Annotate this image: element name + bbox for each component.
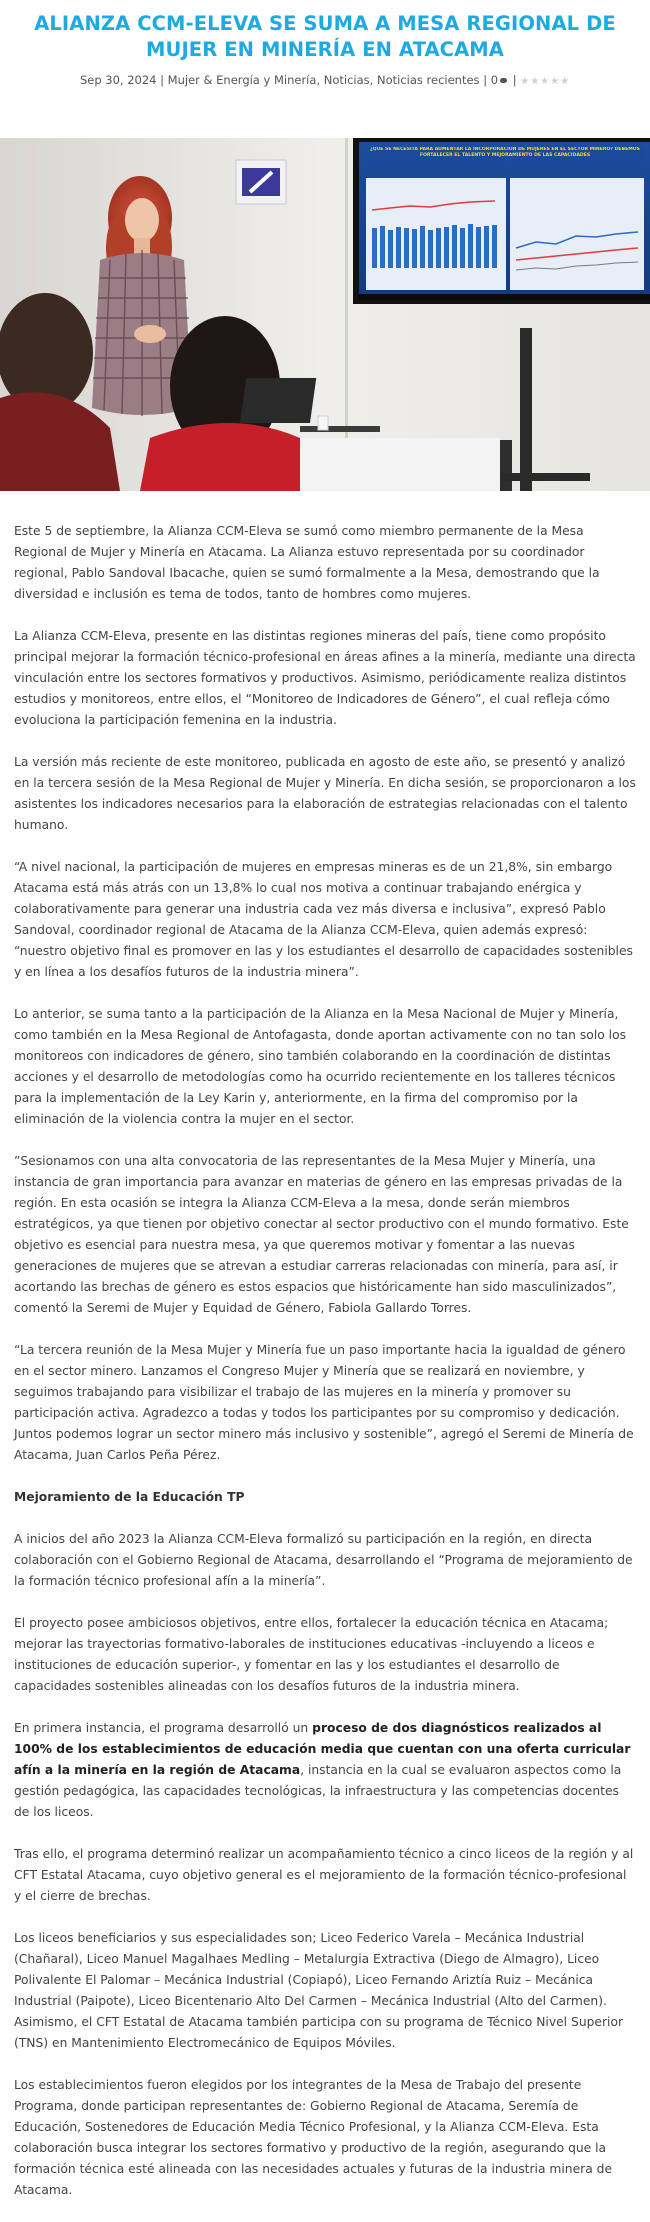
paragraph: La versión más reciente de este monitoreo, publicada en agosto de este año, se presentó y analizó en la tercera sesión de la Mesa Regional de Mujer y Minería. En dicha sesión, se proporcionaron a los asistentes los indicadores necesarios para la elaboración de estrategias relacionadas con el talento humano.	[14, 755, 636, 832]
presentation-screen	[353, 138, 650, 304]
paragraph: Los establecimientos fueron elegidos por los integrantes de la Mesa de Trabajo del presente Programa, donde participan representantes de: Gobierno Regional de Atacama, Seremía de Educación, Sostenedores de Educación Media Técnico Profesional, y la Alianza CCM-Eleva. Esta colaboración busca integrar los sectores formativo y productivo de la región, asegurando que la formación técnica esté alineada con las necesidades actuales y futuras de la industria minera de Atacama.	[14, 2078, 613, 2197]
paragraph: Los liceos beneficiarios y sus especialidades son; Liceo Federico Varela – Mecánica Industrial (Chañaral), Liceo Manuel Magalhaes Medling – Metalurgia Extractiva (Diego de Almagro), Liceo Polivalente El Palomar – Mecánica Industrial (Copiapó), Liceo Fernando Ariztía Ruiz – Mecánica Industrial (Paipote), Liceo Bicentenario Alto Del Carmen – Mecánica Industrial (Alto del Carmen). Asimismo, el CFT Estatal de Atacama también participa con su programa de Técnico Nivel Superior (TNS) en Mantenimiento Electromecánico de Equipos Móviles.	[14, 1931, 624, 2050]
paragraph: Tras ello, el programa determinó realizar un acompañamiento técnico a cinco liceos de la región y al CFT Estatal Atacama, cuyo objetivo general es el mejoramiento de la formación técnico-profesional y el cierre de brechas.	[14, 1847, 634, 1903]
paragraph: “La tercera reunión de la Mesa Mujer y Minería fue un paso importante hacia la igualdad de género en el sector minero. Lanzamos el Congreso Mujer y Minería que se realizará en noviembre, y seguimos trabajando para visibilizar el trabajo de las mujeres en la minería y promover su participación activa. Agradezco a todas y todos los participantes por su compromiso y dedicación. Juntos podemos lograr un sector minero más inclusivo y sostenible”, agregó el Seremi de Minería de Atacama, Juan Carlos Peña Pérez.	[14, 1343, 634, 1462]
meta-separator: |	[512, 73, 517, 87]
paragraph: La Alianza CCM-Eleva, presente en las distintas regiones mineras del país, tiene como propósito principal mejorar la formación técnico-profesional en áreas afines a la minería, mediante una directa vinculación entre los sectores formativos y productivos. Asimismo, periódicamente realiza distintos estudios y monitoreos, entre ellos, el “Monitoreo de Indicadores de Género”, el cual refleja cómo evoluciona la participación femenina en la industria.	[14, 629, 636, 727]
category-link-noticias[interactable]: Noticias	[323, 73, 370, 87]
paragraph: El proyecto posee ambiciosos objetivos, entre ellos, fortalecer la educación técnica en Atacama; mejorar las trayectorias formativo-laborales de instituciones educativas -incluyendo a liceos e instituciones de educación superior-, y fomentar en las y los estudiantes el desarrollo de capacidades sostenibles alineadas con los desafíos futuros de la industria minera.	[14, 1616, 609, 1693]
wall-poster-icon	[236, 160, 286, 204]
meta-separator: |	[160, 73, 165, 87]
category-link-mujer-energia[interactable]: Mujer & Energía y Minería	[167, 73, 317, 87]
featured-photo	[0, 138, 650, 491]
paragraph-text: , instancia en la cual se evaluaron aspectos como la gestión pedagógica, las capacidades tecnológicas, la infraestructura y las competencias docentes de los liceos.	[14, 1763, 622, 1819]
paragraph-with-bold	[14, 1718, 636, 1823]
photo-illustration	[0, 138, 650, 491]
comment-bubble-icon	[500, 78, 507, 83]
article-body	[14, 521, 636, 2222]
paragraph: Lo anterior, se suma tanto a la participación de la Alianza en la Mesa Nacional de Mujer y Minería, como también en la Mesa Regional de Antofagasta, donde aportan activamente con no tan solo los monitoreos con indicadores de género, sino también colaborando en la coordinación de distintas acciones y el desarrollo de metodologías como ha ocurrido recientemente en los talleres técnicos para la implementación de la Ley Karin y, anteriormente, en la firma del compromiso por la eliminación de la violencia contra la mujer en el sector.	[14, 1007, 627, 1126]
category-link-noticias-recientes[interactable]: Noticias recientes	[376, 73, 480, 87]
category-comma: ,	[316, 73, 324, 87]
rating-stars: ★★★★★	[520, 76, 571, 87]
paragraph: ”Sesionamos con una alta convocatoria de las representantes de la Mesa Mujer y Minería, una instancia de gran importancia para avanzar en materias de género en las empresas privadas de la región. En esta ocasión se integra la Alianza CCM-Eleva a la mesa, donde serán miembros estratégicos, ya que tienen por objetivo conectar al sector productivo con el mundo formativo. Este objetivo es esencial para nuestra mesa, ya que queremos motivar y fomentar a las nuevas generaciones de mujeres que se atrevan a estudiar carreras relacionadas con minería, para así, ir acortando las brechas de género es estos espacios que históricamente han sido masculinizados”, comentó la Seremi de Mujer y Equidad de Género, Fabiola Gallardo Torres.	[14, 1154, 629, 1315]
post-title: ALIANZA CCM-ELEVA SE SUMA A MESA REGIONAL DE MUJER EN MINERÍA EN ATACAMA	[34, 12, 616, 61]
paragraph-bold-text: proceso de dos diagnósticos realizados al 100% de los establecimientos de educación media que cuentan con una oferta curricular afín a la minería en la región de Atacama	[14, 1721, 631, 1777]
comments-link[interactable]	[491, 73, 509, 87]
comment-count: 0	[490, 73, 499, 87]
post-header	[0, 0, 650, 91]
category-comma: ,	[369, 73, 377, 87]
paragraph: A inicios del año 2023 la Alianza CCM-Eleva formalizó su participación en la región, en directa colaboración con el Gobierno Regional de Atacama, desarrollando el “Programa de mejoramiento de la formación técnico profesional afín a la minería”.	[14, 1532, 633, 1588]
meta-separator: |	[483, 73, 488, 87]
section-subheading: Mejoramiento de la Educación TP	[14, 1490, 245, 1504]
post-date: Sep 30, 2024	[79, 73, 157, 87]
paragraph-text: En primera instancia, el programa desarrolló un	[14, 1721, 313, 1735]
post-meta	[0, 71, 650, 91]
paragraph: “A nivel nacional, la participación de mujeres en empresas mineras es de un 21,8%, sin embargo Atacama está más atrás con un 13,8% lo cual nos motiva a continuar trabajando enérgica y colaborativamente para generar una industria cada vez más diversa e inclusiva”, expresó Pablo Sandoval, coordinador regional de Atacama de la Alianza CCM-Eleva, quien además expresó: “nuestro objetivo final es promover en las y los estudiantes el desarrollo de capacidades sostenibles y en línea a los desafíos futuros de la industria minera”.	[14, 860, 633, 979]
paragraph: Este 5 de septiembre, la Alianza CCM-Eleva se sumó como miembro permanente de la Mesa Regional de Mujer y Minería en Atacama. La Alianza estuvo representada por su coordinador regional, Pablo Sandoval Ibacache, quien se sumó formalmente a la Mesa, demostrando que la diversidad e inclusión es tema de todos, tanto de hombres como mujeres.	[14, 524, 600, 601]
screen-title: ¿QUÉ SE NECESITA PARA AUMENTAR LA INCORPORACIÓN DE MUJERES EN EL SECTOR MINERO? DEBEMOS FORTALECER EL TALENTO Y MEJORAMIENTO DE LAS CAPACIDADES	[370, 147, 640, 158]
